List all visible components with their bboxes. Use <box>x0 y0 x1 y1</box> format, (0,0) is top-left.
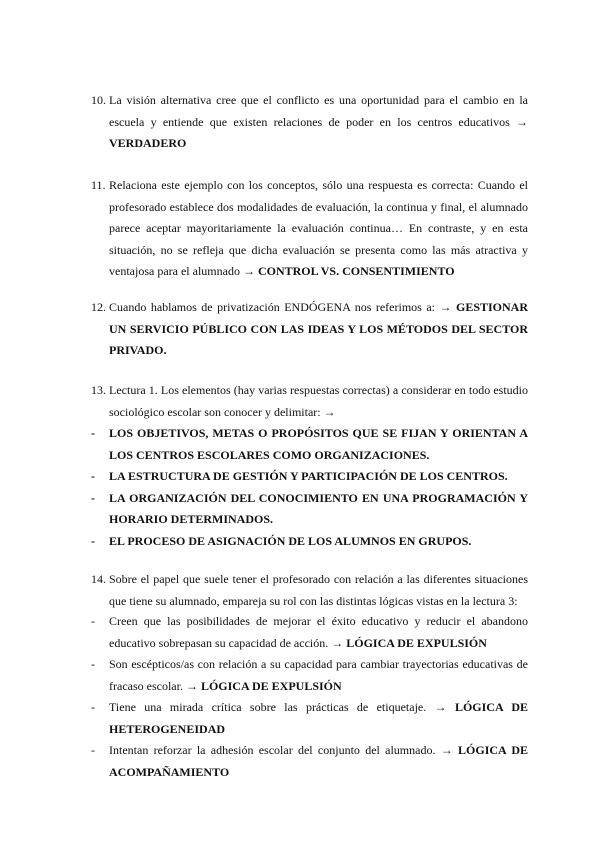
answer-bullet <box>91 488 528 531</box>
question-answer: CONTROL VS. CONSENTIMIENTO <box>257 264 455 278</box>
question-body: Relaciona este ejemplo con los conceptos, sólo una respuesta es correcta: Cuando el profesorado establece dos modalidades de evaluación, la continua y final, el alumnado parece aceptar mayoritariamente la evaluación continua… En contraste, y en esta situación, no se refleja que dicha evaluación se presenta como las más atractiva y ventajosa para el alumnado → <box>109 178 528 278</box>
question-13-options <box>91 423 528 552</box>
answer-bullet <box>91 697 528 740</box>
bullet-marker: - <box>91 657 95 671</box>
answer-bullet <box>91 740 528 783</box>
question-11 <box>91 175 528 283</box>
question-10 <box>91 90 528 155</box>
bullet-body: Creen que las posibilidades de mejorar el éxito educativo y reducir el abandono educativo sobrepasan su capacidad de acción. → <box>109 614 528 650</box>
bullet-text <box>109 697 528 740</box>
question-answer: GESTIONAR UN SERVICIO PÚBLICO CON LAS IDEAS Y LOS MÉTODOS DEL SECTOR PRIVADO. <box>109 300 529 357</box>
question-text <box>109 90 528 155</box>
bullet-marker: - <box>91 490 95 505</box>
question-14-options <box>91 611 528 783</box>
question-14 <box>91 569 528 612</box>
question-number: 11. <box>91 178 106 192</box>
bullet-answer: LÓGICA DE HETEROGENEIDAD <box>109 700 529 736</box>
answer-bullet <box>91 531 528 553</box>
bullet-body: Intentan reforzar la adhesión escolar del conjunto del alumnado. → <box>109 743 453 757</box>
answer-bullet <box>91 654 528 697</box>
question-text <box>109 297 528 362</box>
answer-bullet <box>91 611 528 654</box>
bullet-answer: LÓGICA DE ACOMPAÑAMIENTO <box>109 743 528 779</box>
answer-bullet <box>91 423 528 466</box>
question-number: 12. <box>91 300 106 314</box>
question-number: 14. <box>91 572 106 586</box>
bullet-marker: - <box>91 614 95 628</box>
bullet-marker: - <box>91 700 95 714</box>
bullet-body: Son escépticos/as con relación a su capacidad para cambiar trayectorias educativas de fracaso escolar. → <box>109 657 528 693</box>
question-body: La visión alternativa cree que el conflicto es una oportunidad para el cambio en la escuela y entiende que existen relaciones de poder en los centros educativos → <box>109 93 528 129</box>
question-text <box>109 175 528 283</box>
answer-bullet <box>91 466 528 488</box>
bullet-text: LOS OBJETIVOS, METAS O PROPÓSITOS QUE SE FIJAN Y ORIENTAN A LOS CENTROS ESCOLARES COMO ORGANIZACIONES. <box>109 426 528 462</box>
bullet-answer: LÓGICA DE EXPULSIÓN <box>200 678 342 693</box>
bullet-text: LA ORGANIZACIÓN DEL CONOCIMIENTO EN UNA PROGRAMACIÓN Y HORARIO DETERMINADOS. <box>109 490 528 526</box>
bullet-marker: - <box>91 533 95 548</box>
question-text: Lectura 1. Los elementos (hay varias respuestas correctas) a considerar en todo estudio sociológico escolar son conocer y delimitar: → <box>109 383 528 419</box>
bullet-text: LA ESTRUCTURA DE GESTIÓN Y PARTICIPACIÓN DE LOS CENTROS. <box>109 469 508 483</box>
bullet-marker: - <box>91 426 95 440</box>
question-body: Cuando hablamos de privatización ENDÓGENA nos referimos a: → <box>109 300 452 314</box>
bullet-marker: - <box>91 743 95 757</box>
bullet-text <box>109 611 528 654</box>
bullet-text: EL PROCESO DE ASIGNACIÓN DE LOS ALUMNOS EN GRUPOS. <box>109 533 472 548</box>
bullet-body: Tiene una mirada crítica sobre las prácticas de etiquetaje. → <box>109 700 447 714</box>
bullet-marker: - <box>91 469 95 483</box>
bullet-text <box>109 740 528 783</box>
bullet-text <box>109 654 528 697</box>
question-12 <box>91 297 528 362</box>
question-number: 10. <box>91 93 106 107</box>
question-13 <box>91 380 528 423</box>
question-text: Sobre el papel que suele tener el profesorado con relación a las diferentes situaciones que tiene su alumnado, empareja su rol con las distintas lógicas vistas en la lectura 3: <box>109 572 528 608</box>
bullet-answer: LÓGICA DE EXPULSIÓN <box>346 635 487 650</box>
question-number: 13. <box>91 383 106 397</box>
question-answer: VERDADERO <box>109 136 187 150</box>
